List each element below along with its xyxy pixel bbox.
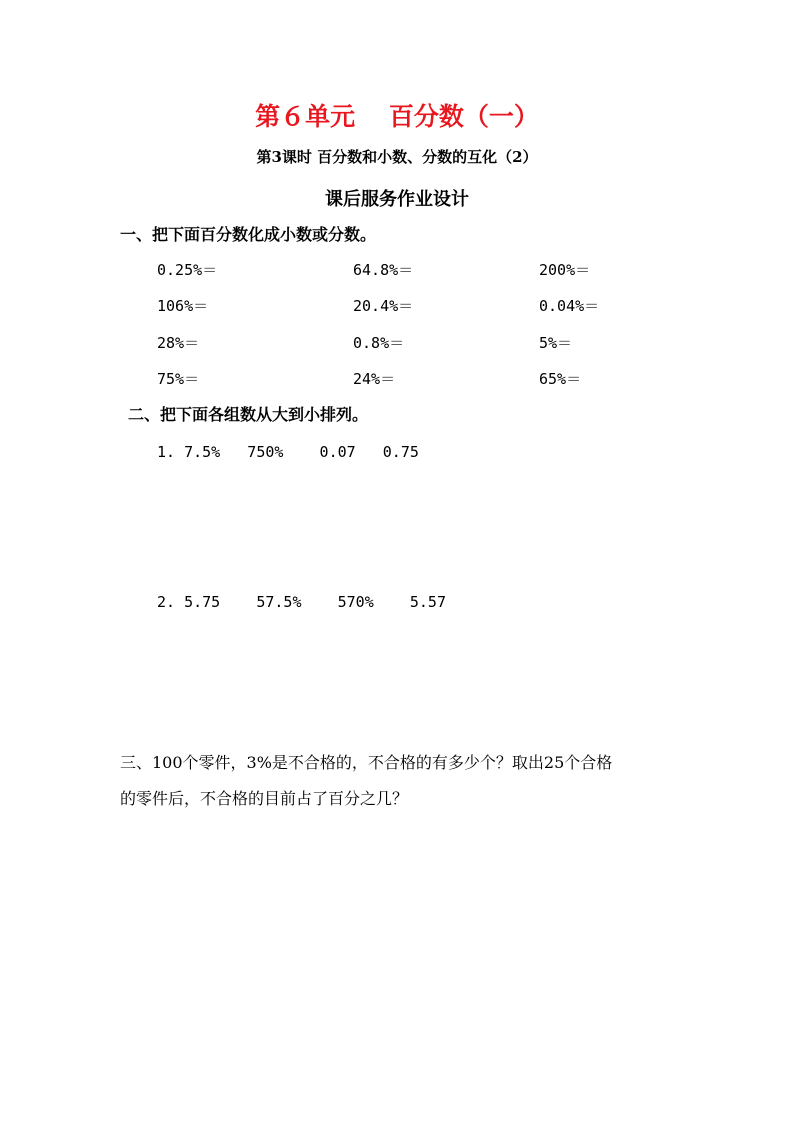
lesson-title: 第3课时 百分数和小数、分数的互化（2）	[256, 148, 538, 166]
conversion-item: 20.4%＝	[353, 297, 414, 315]
conversion-item: 64.8%＝	[353, 261, 414, 279]
unit-title: 第６单元 百分数（一）	[255, 102, 539, 131]
conversion-item: 65%＝	[539, 370, 582, 388]
section-1-heading: 一、把下面百分数化成小数或分数。	[120, 225, 377, 244]
conversion-item: 106%＝	[157, 297, 209, 315]
section-2-heading: 二、把下面各组数从大到小排列。	[128, 405, 369, 424]
ordering-item: 2. 5.75 57.5% 570% 5.57	[157, 593, 446, 611]
word-problem-line: 三、100个零件，3%是不合格的，不合格的有多少个？取出25个合格	[120, 753, 613, 772]
conversion-item: 0.8%＝	[353, 334, 405, 352]
homework-title: 课后服务作业设计	[325, 189, 469, 210]
conversion-item: 0.25%＝	[157, 261, 218, 279]
conversion-item: 0.04%＝	[539, 297, 600, 315]
word-problem-line: 的零件后，不合格的目前占了百分之几？	[120, 789, 409, 808]
conversion-item: 200%＝	[539, 261, 591, 279]
conversion-item: 24%＝	[353, 370, 396, 388]
conversion-item: 75%＝	[157, 370, 200, 388]
ordering-item: 1. 7.5% 750% 0.07 0.75	[157, 443, 419, 461]
conversion-item: 5%＝	[539, 334, 573, 352]
conversion-item: 28%＝	[157, 334, 200, 352]
